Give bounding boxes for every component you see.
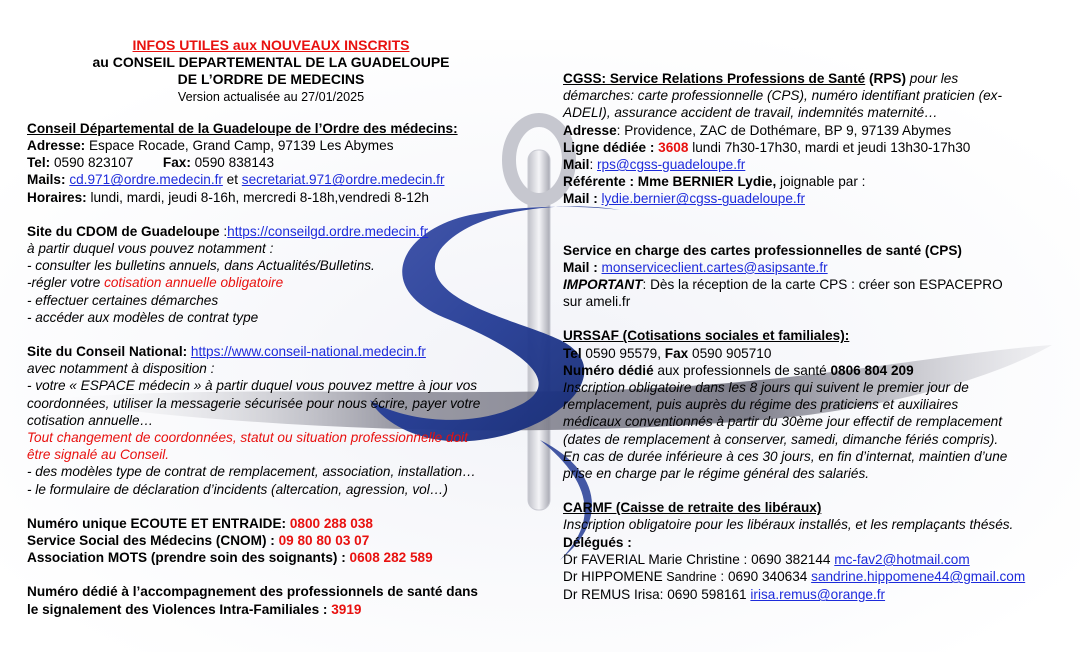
social-line [27, 532, 547, 549]
delegate-name: Dr HIPPOMENE [563, 569, 663, 585]
delegate-mail-link[interactable]: irisa.remus@orange.fr [750, 587, 886, 603]
social-label: Service Social des Médecins (CNOM) : [27, 533, 279, 549]
delegate-row [563, 568, 1073, 586]
delegate-mail-link[interactable]: sandrine.hippomene44@gmail.com [811, 569, 1026, 585]
cgss-heading: CGSS: Service Relations Professions de Santé [563, 71, 866, 86]
urssaf-num-text: aux professionnels de santé [653, 362, 831, 378]
urssaf-text: (dates de remplacement à conserver, samedi, dimanche fériés compris). [563, 431, 999, 447]
urssaf-fax-label: Fax [664, 345, 689, 361]
mail-link-cd971[interactable]: cd.971@ordre.medecin.fr [69, 172, 223, 188]
urssaf-heading: URSSAF (Cotisations sociales et familiales): [563, 328, 850, 344]
referent-label: Référente : Mme BERNIER Lydie, [563, 174, 777, 190]
site-cdom-item: - effectuer certaines démarches [27, 292, 219, 308]
cgss-mail [563, 156, 1073, 173]
cps-mail [563, 259, 1073, 276]
vif-label: le signalement des Violences Intra-Familiales : [27, 601, 332, 617]
tel-label: Tel: [27, 155, 51, 171]
version-date: Version actualisée au 27/01/2025 [177, 89, 365, 104]
urssaf-text: Inscription obligatoire dans les 8 jours qui suivent le premier jour de [563, 380, 969, 396]
page-subtitle-line2: DE L’ORDRE DE MEDECINS [177, 71, 365, 88]
cgss-address [563, 122, 1073, 139]
mots-line [27, 549, 547, 566]
delegate-name: Dr REMUS Irisa: 0690 598161 [563, 587, 751, 603]
cdom-phone [27, 154, 547, 171]
vif-line1: Numéro dédié à l’accompagnement des professionnels de santé dans [27, 584, 478, 600]
cps-important [563, 276, 1073, 293]
cgss-abbr: (RPS) [865, 71, 906, 86]
site-cdom-item [27, 274, 547, 291]
cgss-line-number: 3608 [658, 139, 689, 155]
left-column [27, 37, 547, 618]
hours-label: Horaires: [27, 189, 87, 205]
fax-value: 0590 838143 [190, 155, 274, 171]
mail-link-secretariat[interactable]: secretariat.971@ordre.medecin.fr [241, 172, 445, 188]
cdom-hours [27, 189, 547, 206]
cgss-line-hours: lundi 7h30-17h30, mardi et jeudi 13h30-17h30 [688, 139, 971, 155]
cps-mail-label: Mail : [563, 259, 602, 275]
vif-line2 [27, 601, 547, 618]
site-cdom-line [27, 223, 547, 240]
vif-number: 3919 [331, 601, 362, 617]
urssaf-phone [563, 345, 1073, 362]
item-text: -régler votre [27, 275, 105, 291]
delegate-row [563, 551, 1073, 568]
fax-label: Fax: [162, 155, 191, 171]
urssaf-num-label: Numéro dédié [563, 362, 654, 378]
urssaf-text: médicaux conventionnés à partir du 30ème jour effectif de remplacement [563, 414, 1003, 430]
site-cdom-item: - accéder aux modèles de contrat type [27, 309, 259, 325]
cgss-desc-line: ADELI), assurance accident de travail, indemnités maternité… [563, 105, 938, 121]
mail-separator: et [222, 172, 242, 188]
site-cdom-sep: : [219, 223, 228, 239]
cgss-mail-label: Mail [563, 157, 590, 173]
social-number: 09 80 80 03 07 [278, 533, 370, 549]
site-cn-item: - votre « ESPACE médecin » à partir duquel vous pouvez mettre à jour vos [27, 378, 478, 394]
urssaf-text: En cas de durée inférieure à ces 30 jours, en fin d’internat, maintien d’une [563, 448, 1008, 464]
delegate-phone: : 0690 340634 [716, 569, 812, 585]
important-text: : Dès la réception de la carte CPS : créer son ESPACEPRO [642, 277, 1003, 293]
delegate-name: Dr FAVERIAL Marie Christine : 0690 382144 [563, 551, 835, 567]
site-cn-line [27, 343, 547, 360]
carmf-heading: CARMF (Caisse de retraite des libéraux) [563, 500, 822, 516]
delegates-label: Délégués : [563, 534, 632, 550]
delegate-row [563, 586, 1073, 603]
cdom-address [27, 137, 547, 154]
tel-value: 0590 823107 [50, 155, 134, 171]
referent-mail-link[interactable]: lydie.bernier@cgss-guadeloupe.fr [601, 191, 805, 207]
site-cn-item: - des modèles type de contrat de remplacement, association, installation… [27, 464, 476, 480]
cps-heading: Service en charge des cartes professionnelles de santé (CPS) [563, 242, 962, 258]
cgss-desc-line: démarches: carte professionnelle (CPS), numéro identifiant praticien (ex- [563, 88, 1002, 104]
cotisation-highlight: cotisation annuelle obligatoire [104, 275, 284, 291]
cgss-referent [563, 173, 1073, 190]
cdom-heading: Conseil Départemental de la Guadeloupe de l’Ordre des médecins: [27, 120, 458, 136]
site-cdom-heading: Site du CDOM de Guadeloupe [27, 223, 220, 239]
site-cn-item: coordonnées, utiliser la messagerie sécurisée pour nous écrire, payer votre [27, 395, 481, 411]
cgss-mail-sep: : [589, 157, 597, 173]
site-cn-warning: être signalé au Conseil. [27, 447, 170, 463]
referent-mail-label: Mail : [563, 191, 602, 207]
urssaf-tel-label: Tel [563, 345, 582, 361]
site-cn-link[interactable]: https://www.conseil-national.medecin.fr [190, 344, 426, 360]
delegate-mail-link[interactable]: mc-fav2@hotmail.com [834, 551, 970, 567]
cgss-line [563, 139, 1073, 156]
right-column [563, 70, 1073, 603]
address-label: Adresse: [27, 138, 86, 154]
site-cn-warning: Tout changement de coordonnées, statut ou situation professionnelle doit [27, 430, 468, 446]
page-subtitle-line1: au CONSEIL DEPARTEMENTAL DE LA GUADELOUPE [92, 54, 450, 71]
ecoute-label: Numéro unique ECOUTE ET ENTRAIDE: [27, 515, 290, 531]
mails-label: Mails: [27, 172, 66, 188]
site-cn-item: - le formulaire de déclaration d’incidents (altercation, agression, vol…) [27, 481, 448, 497]
address-value: Espace Rocade, Grand Camp, 97139 Les Abymes [85, 138, 394, 154]
referent-text: joignable par : [776, 174, 866, 190]
cgss-referent-mail [563, 190, 1073, 207]
urssaf-tel: 0590 95579, [581, 345, 665, 361]
urssaf-text: prise en charge par le régime général des salariés. [563, 466, 870, 482]
cgss-address-label: Adresse [563, 122, 617, 138]
cgss-heading-line [563, 70, 1073, 87]
cps-mail-link[interactable]: monserviceclient.cartes@asipsante.fr [601, 259, 828, 275]
urssaf-number [563, 362, 1073, 379]
mots-number: 0608 282 589 [349, 550, 433, 566]
hours-value: lundi, mardi, jeudi 8-16h, mercredi 8-18h,vendredi 8-12h [86, 189, 429, 205]
site-cn-heading: Site du Conseil National: [27, 344, 188, 360]
delegate-firstname: Sandrine [662, 570, 717, 585]
important-label: IMPORTANT [563, 277, 643, 293]
cgss-line-label: Ligne dédiée : [563, 139, 659, 155]
page-title: INFOS UTILES aux NOUVEAUX INSCRITS [132, 37, 410, 53]
ecoute-line [27, 515, 547, 532]
mots-label: Association MOTS (prendre soin des soignants) : [27, 550, 350, 566]
cgss-desc: pour les [905, 71, 959, 86]
site-cdom-item: - consulter les bulletins annuels, dans Actualités/Bulletins. [27, 258, 375, 274]
urssaf-text: remplacement, puis auprès du régime des praticiens et auxiliaires [563, 397, 959, 413]
site-cn-item: cotisation annuelle… [27, 412, 154, 428]
site-cdom-intro: à partir duquel vous pouvez notamment : [27, 241, 274, 257]
urssaf-num: 0806 804 209 [830, 362, 914, 378]
cdom-mails [27, 171, 547, 188]
site-cdom-link[interactable]: https://conseilgd.ordre.medecin.fr [227, 223, 429, 239]
cgss-mail-link[interactable]: rps@cgss-guadeloupe.fr [597, 157, 746, 173]
site-cn-intro: avec notamment à disposition : [27, 361, 215, 377]
ecoute-number: 0800 288 038 [289, 515, 373, 531]
cgss-address-value: : Providence, ZAC de Dothémare, BP 9, 97139 Abymes [616, 122, 952, 138]
urssaf-fax: 0590 905710 [688, 345, 772, 361]
cps-important-line2: sur ameli.fr [563, 294, 631, 310]
carmf-desc: Inscription obligatoire pour les libéraux installés, et les remplaçants thésés. [563, 517, 1014, 533]
